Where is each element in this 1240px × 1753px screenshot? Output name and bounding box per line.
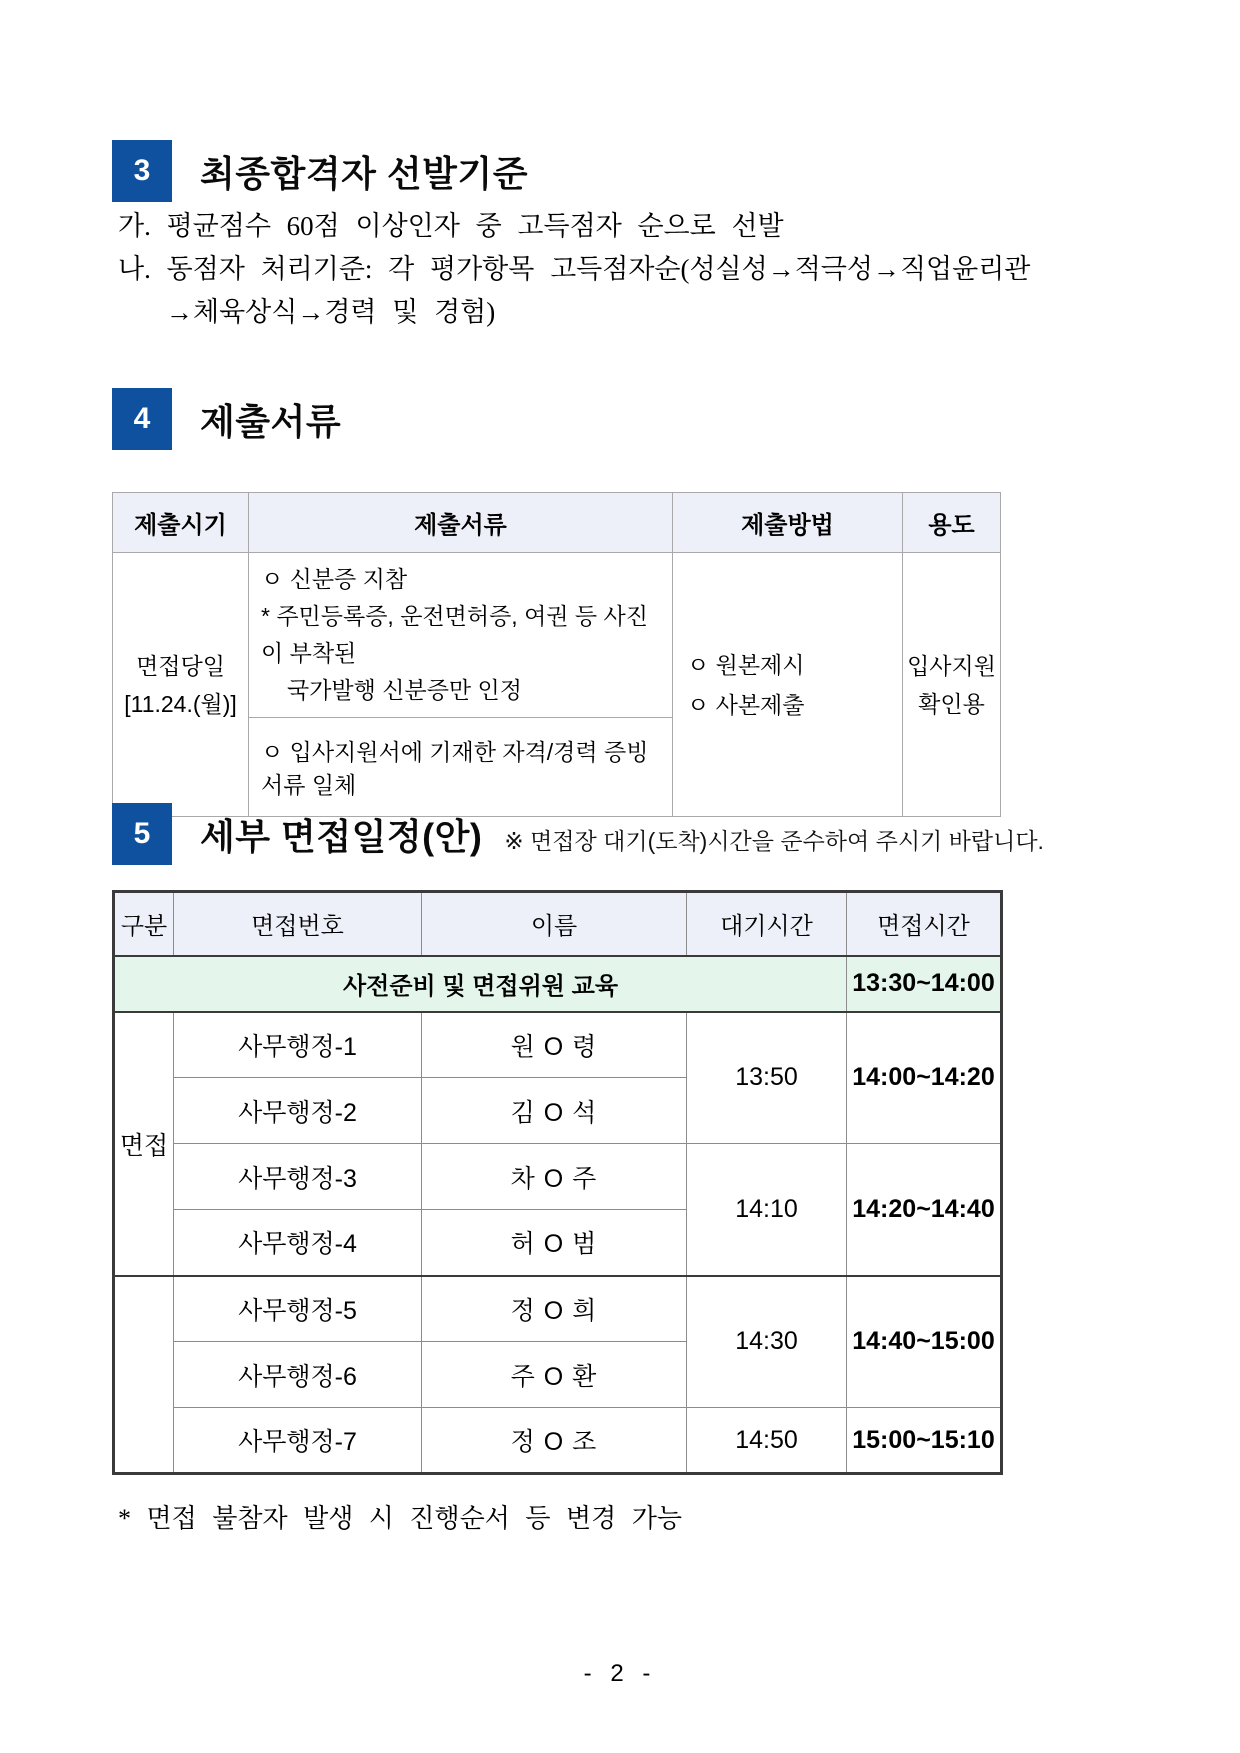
section3-title: 최종합격자 선발기준	[200, 152, 528, 194]
section3-number-badge: 3	[112, 140, 172, 202]
schedule-row	[114, 1012, 1002, 1078]
docs1-line2: * 주민등록증, 운전면허증, 여권 등 사진이 부착된	[261, 603, 648, 666]
col-header-method: 제출방법	[673, 493, 903, 553]
wait-time: 14:10	[687, 1144, 847, 1276]
table-header-row	[114, 892, 1002, 956]
table-row	[113, 553, 1001, 718]
when-line2: [11.24.(월)]	[124, 690, 237, 717]
interview-no: 사무행정-7	[174, 1408, 422, 1474]
section5-note: ※ 면접장 대기(도착)시간을 준수하여 주시기 바랍니다.	[504, 827, 1044, 854]
applicant-name: 정 O 희	[422, 1276, 687, 1342]
section5-header	[112, 803, 1044, 865]
usage-line1: 입사지원	[907, 652, 996, 679]
prep-label: 사전준비 및 면접위원 교육	[114, 956, 847, 1012]
when-cell	[113, 553, 249, 817]
docs1-line1: ㅇ 신분증 지참	[261, 566, 408, 592]
section3-line2: 나. 동점자 처리기준: 각 평가항목 고득점자순(성실성→적극성→직업윤리관	[118, 254, 1031, 284]
col-header-docs: 제출서류	[249, 493, 673, 553]
col-header-name: 이름	[422, 892, 687, 956]
when-line1: 면접당일	[136, 652, 225, 679]
prep-time: 13:30~14:00	[847, 956, 1002, 1012]
section5-title: 세부 면접일정(안)	[200, 815, 483, 857]
interview-no: 사무행정-4	[174, 1210, 422, 1276]
docs1-line3: 국가발행 신분증만 인정	[287, 677, 522, 703]
col-header-usage: 용도	[903, 493, 1001, 553]
applicant-name: 허 O 범	[422, 1210, 687, 1276]
section4-header	[112, 388, 341, 450]
interview-no: 사무행정-1	[174, 1012, 422, 1078]
applicant-name: 김 O 석	[422, 1078, 687, 1144]
interview-schedule-table	[112, 890, 1003, 1475]
wait-time: 14:30	[687, 1276, 847, 1408]
interview-time: 14:00~14:20	[847, 1012, 1002, 1144]
schedule-row	[114, 1408, 1002, 1474]
wait-time: 13:50	[687, 1012, 847, 1144]
footer-note: * 면접 불참자 발생 시 진행순서 등 변경 가능	[118, 1504, 682, 1533]
interview-time: 14:20~14:40	[847, 1144, 1002, 1276]
section3-line3: →체육상식→경력 및 경험)	[166, 297, 496, 327]
submission-documents-table	[112, 492, 1001, 817]
interview-time: 14:40~15:00	[847, 1276, 1002, 1408]
section3-line1: 가. 평균점수 60점 이상인자 중 고득점자 순으로 선발	[118, 211, 784, 241]
interview-time: 15:00~15:10	[847, 1408, 1002, 1474]
applicant-name: 정 O 조	[422, 1408, 687, 1474]
col-header-time: 면접시간	[847, 892, 1002, 956]
applicant-name: 주 O 환	[422, 1342, 687, 1408]
applicant-name: 원 O 령	[422, 1012, 687, 1078]
docs2-line1: ㅇ 입사지원서에 기재한 자격/경력 증빙서류 일체	[261, 739, 649, 798]
group-cell: 면접	[114, 1012, 174, 1276]
method-line2: ㅇ 사본제출	[687, 691, 805, 718]
method-cell	[673, 553, 903, 817]
docs-cell-1	[249, 553, 673, 718]
interview-no: 사무행정-3	[174, 1144, 422, 1210]
group-cell-empty	[114, 1276, 174, 1474]
section4-title: 제출서류	[200, 400, 342, 442]
interview-no: 사무행정-2	[174, 1078, 422, 1144]
col-header-wait: 대기시간	[687, 892, 847, 956]
table-header-row	[113, 493, 1001, 553]
section3-body	[118, 205, 1128, 334]
docs-cell-2	[249, 718, 673, 817]
col-header-group: 구분	[114, 892, 174, 956]
col-header-when: 제출시기	[113, 493, 249, 553]
page-number: - 2 -	[583, 1660, 657, 1687]
schedule-row	[114, 1144, 1002, 1210]
col-header-no: 면접번호	[174, 892, 422, 956]
interview-no: 사무행정-6	[174, 1342, 422, 1408]
applicant-name: 차 O 주	[422, 1144, 687, 1210]
section4-number-badge: 4	[112, 388, 172, 450]
section5-number-badge: 5	[112, 803, 172, 865]
usage-cell	[903, 553, 1001, 817]
method-line1: ㅇ 원본제시	[687, 651, 805, 678]
interview-no: 사무행정-5	[174, 1276, 422, 1342]
prep-row	[114, 956, 1002, 1012]
wait-time: 14:50	[687, 1408, 847, 1474]
usage-line2: 확인용	[918, 690, 985, 717]
section3-header	[112, 140, 528, 202]
schedule-row	[114, 1276, 1002, 1342]
